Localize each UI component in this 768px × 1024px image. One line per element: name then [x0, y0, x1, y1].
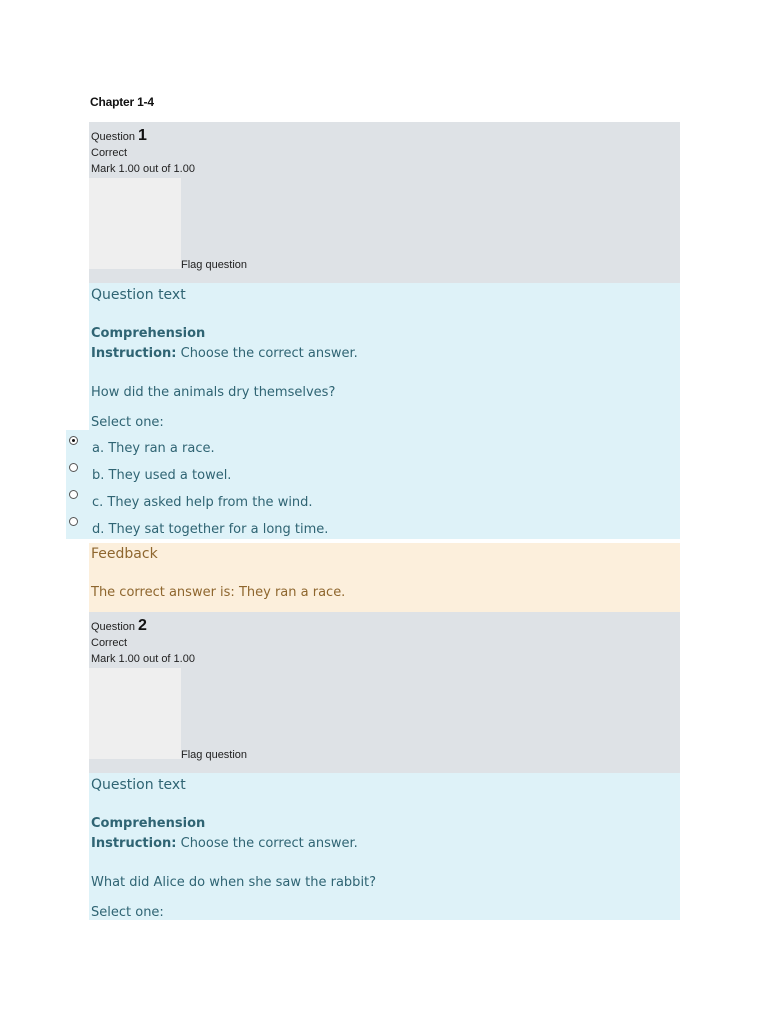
- question-1-grade: Mark 1.00 out of 1.00: [91, 163, 195, 175]
- feedback-heading: Feedback: [91, 546, 158, 562]
- answer-radio-column: [66, 430, 90, 539]
- question-text-heading: Question text: [91, 777, 186, 793]
- question-1-state: Correct: [91, 147, 128, 159]
- answer-option-d[interactable]: d. They sat together for a long time.: [92, 522, 329, 537]
- answer-option-a[interactable]: a. They ran a race.: [92, 441, 215, 456]
- select-one-label: Select one:: [91, 415, 164, 430]
- question-2-info: [89, 612, 680, 773]
- question-number: 1: [138, 127, 147, 144]
- comprehension-label: Comprehension: [91, 326, 206, 341]
- question-label: Question: [91, 621, 136, 633]
- question-prompt: What did Alice do when she saw the rabbit?: [91, 875, 377, 890]
- radio-option-c[interactable]: [69, 490, 78, 499]
- flag-question-1-icon[interactable]: [89, 178, 181, 269]
- instruction: [91, 836, 358, 851]
- question-2-grade: Mark 1.00 out of 1.00: [91, 653, 195, 665]
- question-label: Question: [91, 131, 136, 143]
- feedback-text: The correct answer is: They ran a race.: [91, 585, 346, 600]
- question-number: 2: [138, 617, 147, 634]
- instruction-label: Instruction:: [91, 346, 177, 361]
- instruction-label: Instruction:: [91, 836, 177, 851]
- comprehension-label: Comprehension: [91, 816, 206, 831]
- question-2-number: [91, 617, 147, 635]
- answer-option-c[interactable]: c. They asked help from the wind.: [92, 495, 313, 510]
- question-prompt: How did the animals dry themselves?: [91, 385, 336, 400]
- question-1-number: [91, 127, 147, 145]
- radio-option-a[interactable]: [69, 436, 78, 445]
- answer-option-b[interactable]: b. They used a towel.: [92, 468, 232, 483]
- select-one-label: Select one:: [91, 905, 164, 920]
- flag-question-1-link[interactable]: Flag question: [181, 259, 248, 271]
- flag-question-2-icon[interactable]: [89, 668, 181, 759]
- radio-option-b[interactable]: [69, 463, 78, 472]
- radio-option-d[interactable]: [69, 517, 78, 526]
- chapter-title: Chapter 1-4: [90, 95, 154, 109]
- question-1-info: [89, 122, 680, 283]
- instruction-text: Choose the correct answer.: [176, 836, 358, 851]
- flag-question-2-link[interactable]: Flag question: [181, 749, 248, 761]
- instruction-text: Choose the correct answer.: [176, 346, 358, 361]
- question-1-feedback: [89, 543, 680, 612]
- question-2-state: Correct: [91, 637, 128, 649]
- question-text-heading: Question text: [91, 287, 186, 303]
- question-1-content: [89, 283, 680, 539]
- instruction: [91, 346, 358, 361]
- question-2-content: [89, 773, 680, 920]
